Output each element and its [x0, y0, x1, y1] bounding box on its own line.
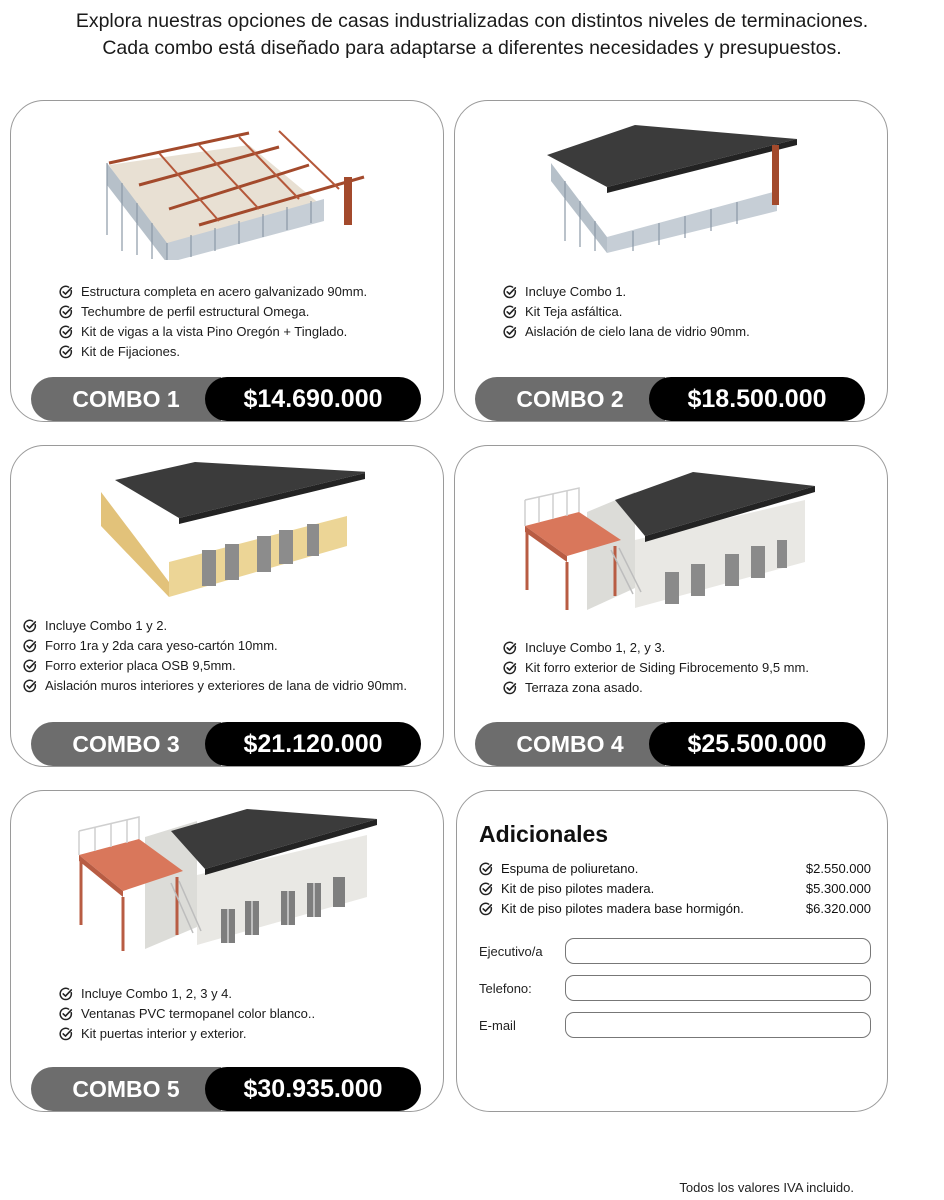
adicional-name: Kit de piso pilotes madera. [501, 881, 655, 896]
check-circle-icon [503, 681, 517, 695]
iva-footnote: Todos los valores IVA incluido. [679, 1180, 854, 1195]
feature-item: Incluye Combo 1, 2, y 3. [503, 638, 809, 658]
feature-item: Terraza zona asado. [503, 678, 809, 698]
feature-item: Forro 1ra y 2da cara yeso-cartón 10mm. [23, 636, 407, 656]
house-render-osb-walls [97, 462, 365, 597]
combo-1-price: $14.690.000 [205, 377, 421, 421]
adicional-price: $5.300.000 [805, 881, 871, 896]
combo-3-label: COMBO 3 [31, 722, 221, 766]
check-circle-icon [479, 862, 493, 876]
check-circle-icon [503, 305, 517, 319]
intro-line-1: Explora nuestras opciones de casas industrializadas con distintos niveles de terminaciones. [75, 10, 869, 32]
combo-2-price-bar [475, 377, 865, 421]
adicional-price: $2.550.000 [805, 861, 871, 876]
check-circle-icon [503, 325, 517, 339]
combo-4-price: $25.500.000 [649, 722, 865, 766]
combo-5-price: $30.935.000 [205, 1067, 421, 1111]
combo-4-label: COMBO 4 [475, 722, 665, 766]
feature-item: Kit Teja asfáltica. [503, 302, 750, 322]
combo-4-price-bar [475, 722, 865, 766]
telefono-label: Telefono: [479, 980, 532, 996]
email-label: E-mail [479, 1017, 516, 1033]
combo-card-2 [454, 100, 888, 422]
adicional-item [479, 859, 871, 879]
feature-item: Ventanas PVC termopanel color blanco.. [59, 1004, 315, 1024]
feature-item: Kit de vigas a la vista Pino Oregón + Tinglado. [59, 322, 367, 342]
intro-text [0, 8, 944, 62]
adicional-item [479, 879, 871, 899]
check-circle-icon [59, 1027, 73, 1041]
feature-item: Estructura completa en acero galvanizado 90mm. [59, 282, 367, 302]
combo-3-features [23, 616, 407, 696]
feature-item: Incluye Combo 1. [503, 282, 750, 302]
ejecutivo-field[interactable] [565, 938, 871, 964]
feature-item: Aislación de cielo lana de vidrio 90mm. [503, 322, 750, 342]
telefono-row [479, 975, 871, 1001]
feature-item: Kit de Fijaciones. [59, 342, 367, 362]
feature-item: Incluye Combo 1 y 2. [23, 616, 407, 636]
adicionales-title: Adicionales [479, 821, 609, 847]
ejecutivo-row [479, 938, 871, 964]
feature-item: Forro exterior placa OSB 9,5mm. [23, 656, 407, 676]
check-circle-icon [503, 641, 517, 655]
combo-card-1 [10, 100, 444, 422]
check-circle-icon [23, 659, 37, 673]
house-render-siding-terrace [515, 470, 817, 620]
email-field[interactable] [565, 1012, 871, 1038]
check-circle-icon [23, 639, 37, 653]
combo-4-features [503, 638, 809, 698]
check-circle-icon [59, 305, 73, 319]
check-circle-icon [23, 679, 37, 693]
check-circle-icon [59, 1007, 73, 1021]
house-render-shingle-roof [547, 125, 805, 255]
combo-3-price-bar [31, 722, 421, 766]
check-circle-icon [59, 285, 73, 299]
adicionales-card [456, 790, 888, 1112]
combo-1-price-bar [31, 377, 421, 421]
telefono-field[interactable] [565, 975, 871, 1001]
house-render-full-finish [71, 809, 381, 964]
check-circle-icon [59, 345, 73, 359]
combo-5-label: COMBO 5 [31, 1067, 221, 1111]
adicional-name: Kit de piso pilotes madera base hormigón. [501, 901, 744, 916]
combo-2-label: COMBO 2 [475, 377, 665, 421]
check-circle-icon [23, 619, 37, 633]
combo-5-features [59, 984, 315, 1044]
adicionales-list [479, 859, 871, 919]
combo-1-features [59, 282, 367, 362]
check-circle-icon [479, 902, 493, 916]
combo-2-price: $18.500.000 [649, 377, 865, 421]
adicional-item [479, 899, 871, 919]
check-circle-icon [503, 285, 517, 299]
feature-item: Kit forro exterior de Siding Fibrocemento 9,5 mm. [503, 658, 809, 678]
combo-5-price-bar [31, 1067, 421, 1111]
feature-item: Kit puertas interior y exterior. [59, 1024, 315, 1044]
check-circle-icon [59, 325, 73, 339]
adicional-name: Espuma de poliuretano. [501, 861, 639, 876]
combo-3-price: $21.120.000 [205, 722, 421, 766]
house-render-steel-frame [99, 125, 374, 260]
combo-1-label: COMBO 1 [31, 377, 221, 421]
feature-item: Aislación muros interiores y exteriores de lana de vidrio 90mm. [23, 676, 407, 696]
check-circle-icon [479, 882, 493, 896]
combo-2-features [503, 282, 750, 342]
feature-item: Techumbre de perfil estructural Omega. [59, 302, 367, 322]
ejecutivo-label: Ejecutivo/a [479, 943, 543, 959]
combo-card-5 [10, 790, 444, 1112]
feature-item: Incluye Combo 1, 2, 3 y 4. [59, 984, 315, 1004]
combo-card-4 [454, 445, 888, 767]
intro-line-2: Cada combo está diseñado para adaptarse a diferentes necesidades y presupuestos. [102, 37, 842, 59]
adicional-price: $6.320.000 [805, 901, 871, 916]
check-circle-icon [59, 987, 73, 1001]
email-row [479, 1012, 871, 1038]
check-circle-icon [503, 661, 517, 675]
combo-card-3 [10, 445, 444, 767]
